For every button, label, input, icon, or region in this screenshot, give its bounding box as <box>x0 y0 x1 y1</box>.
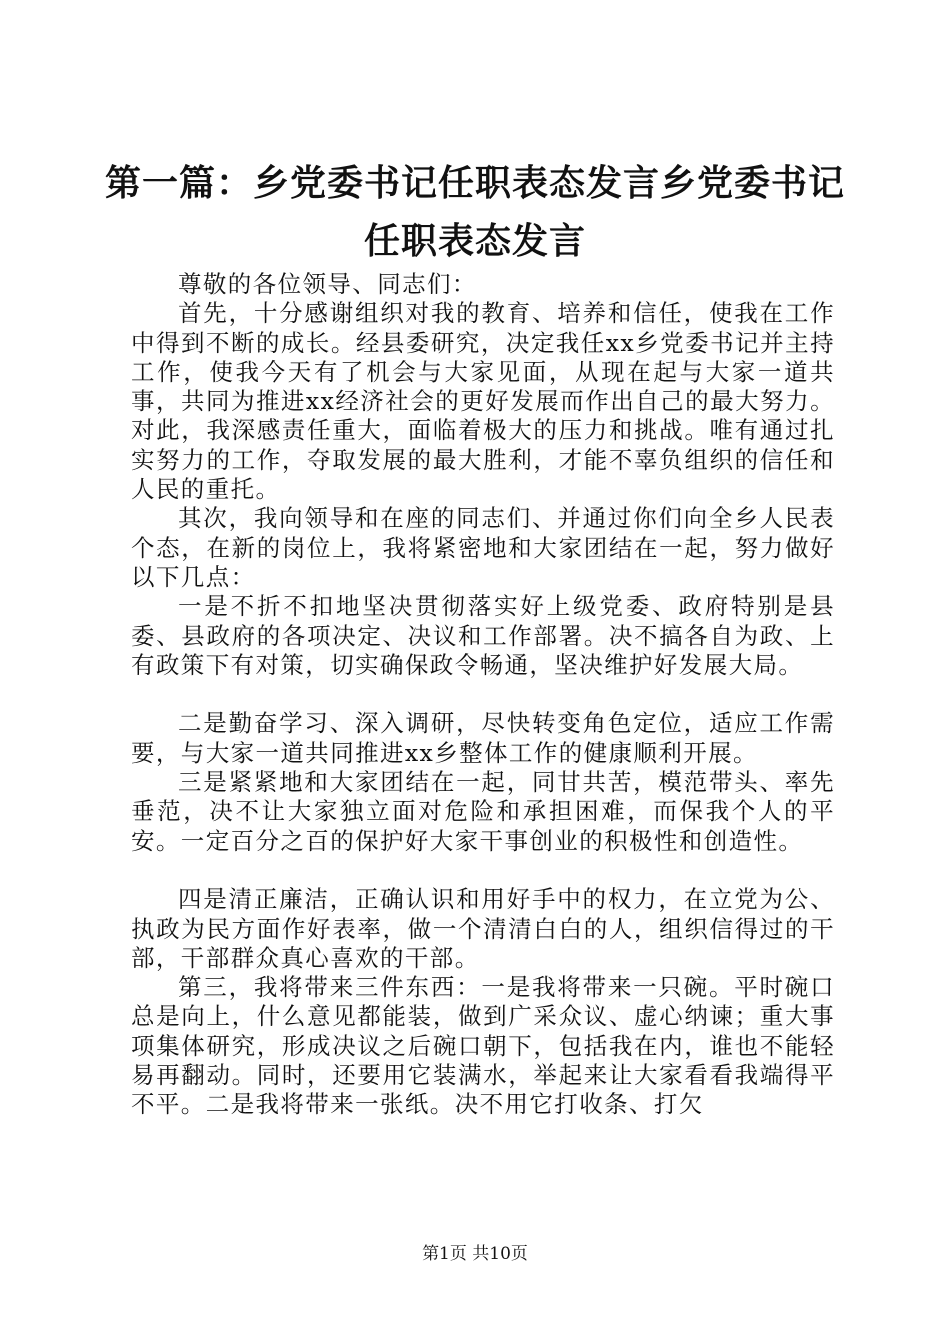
page-number-footer: 第1页 共10页 <box>422 1244 528 1264</box>
paragraph-first: 首先，十分感谢组织对我的教育、培养和信任，使我在工作中得到不断的成长。经县委研究，决定我任xx乡党委书记并主持工作，使我今天有了机会与大家见面，从现在起与大家一道共事，共同为推进xx经济社会的更好发展而作出自己的最大努力。对此，我深感责任重大，面临着极大的压力和挑战。唯有通过扎实努力的工作，夺取发展的最大胜利，才能不辜负组织的信任和人民的重托。 <box>131 299 835 504</box>
point-four-paragraph: 四是清正廉洁，正确认识和用好手中的权力，在立党为公、执政为民方面作好表率，做一个清清白白的人，组织信得过的干部，干部群众真心喜欢的干部。 <box>131 885 835 972</box>
point-three-paragraph: 三是紧紧地和大家团结在一起，同甘共苦，模范带头、率先垂范，决不让大家独立面对危险和承担困难，而保我个人的平安。一定百分之百的保护好大家干事创业的积极性和创造性。 <box>131 768 835 855</box>
point-one-paragraph: 一是不折不扣地坚决贯彻落实好上级党委、政府特别是县委、县政府的各项决定、决议和工作部署。决不搞各自为政、上有政策下有对策，切实确保政令畅通，坚决维护好发展大局。 <box>131 592 835 679</box>
point-two-paragraph: 二是勤奋学习、深入调研，尽快转变角色定位，适应工作需要，与大家一道共同推进xx乡整体工作的健康顺利开展。 <box>131 709 835 767</box>
salutation-paragraph: 尊敬的各位领导、同志们： <box>178 270 477 298</box>
document-body <box>131 270 835 1120</box>
paragraph-third: 第三，我将带来三件东西：一是我将带来一只碗。平时碗口总是向上，什么意见都能装，做到广采众议、虚心纳谏；重大事项集体研究，形成决议之后碗口朝下，包括我在内，谁也不能轻易再翻动。同时，还要用它装满水，举起来让大家看看我端得平不平。二是我将带来一张纸。决不用它打收条、打欠 <box>131 973 835 1119</box>
document-title: 第一篇：乡党委书记任职表态发言乡党委书记任职表态发言 <box>104 163 845 262</box>
paragraph-second: 其次，我向领导和在座的同志们、并通过你们向全乡人民表个态，在新的岗位上，我将紧密地和大家团结在一起，努力做好以下几点： <box>131 504 835 591</box>
